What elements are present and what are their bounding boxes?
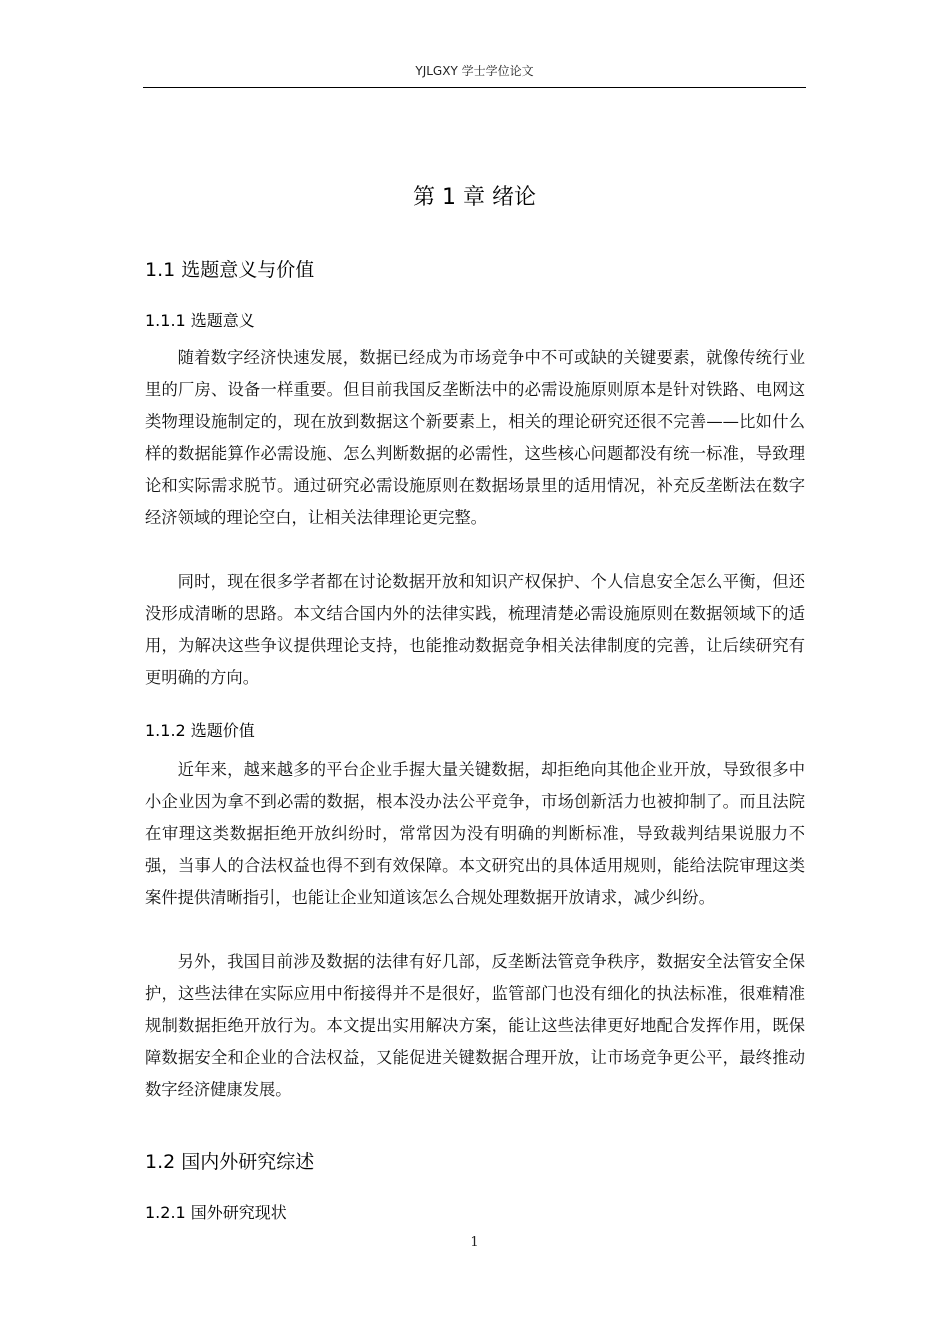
paragraph-1-1-1-b: 同时，现在很多学者都在讨论数据开放和知识产权保护、个人信息安全怎么平衡，但还没形成清晰的思路。本文结合国内外的法律实践，梳理清楚必需设施原则在数据领域下的适用，为解决这些争议提供理论支持，也能推动数据竞争相关法律制度的完善，让后续研究有更明确的方向。 — [145, 572, 805, 687]
running-header: YJLGXY 学士学位论文 — [415, 64, 534, 78]
chapter-title: 第 1 章 绪论 — [413, 185, 536, 210]
subsection-heading-1-1-2: 1.1.2 选题价值 — [145, 721, 255, 740]
paragraph-1-1-1-a: 随着数字经济快速发展，数据已经成为市场竞争中不可或缺的关键要素，就像传统行业里的厂房、设备一样重要。但目前我国反垄断法中的必需设施原则原本是针对铁路、电网这类物理设施制定的，现在放到数据这个新要素上，相关的理论研究还很不完善——比如什么样的数据能算作必需设施、怎么判断数据的必需性，这些核心问题都没有统一标准，导致理论和实际需求脱节。通过研究必需设施原则在数据场景里的适用情况，补充反垄断法在数字经济领域的理论空白，让相关法律理论更完整。 — [145, 348, 805, 527]
subsection-heading-1-1-1: 1.1.1 选题意义 — [145, 311, 255, 330]
subsection-heading-1-2-1: 1.2.1 国外研究现状 — [145, 1203, 287, 1222]
section-heading-1-1: 1.1 选题意义与价值 — [145, 259, 315, 281]
section-heading-1-2: 1.2 国内外研究综述 — [145, 1151, 315, 1173]
page-number: 1 — [470, 1235, 479, 1250]
paragraph-1-1-2-b: 另外，我国目前涉及数据的法律有好几部，反垄断法管竞争秩序，数据安全法管安全保护，这些法律在实际应用中衔接得并不是很好，监管部门也没有细化的执法标准，很难精准规制数据拒绝开放行为。本文提出实用解决方案，能让这些法律更好地配合发挥作用，既保障数据安全和企业的合法权益，又能促进关键数据合理开放，让市场竞争更公平，最终推动数字经济健康发展。 — [145, 952, 805, 1099]
paragraph-1-1-2-a: 近年来，越来越多的平台企业手握大量关键数据，却拒绝向其他企业开放，导致很多中小企业因为拿不到必需的数据，根本没办法公平竞争，市场创新活力也被抑制了。而且法院在审理这类数据拒绝开放纠纷时，常常因为没有明确的判断标准，导致裁判结果说服力不强，当事人的合法权益也得不到有效保障。本文研究出的具体适用规则，能给法院审理这类案件提供清晰指引，也能让企业知道该怎么合规处理数据开放请求，减少纠纷。 — [145, 760, 805, 907]
header-divider — [143, 87, 806, 88]
